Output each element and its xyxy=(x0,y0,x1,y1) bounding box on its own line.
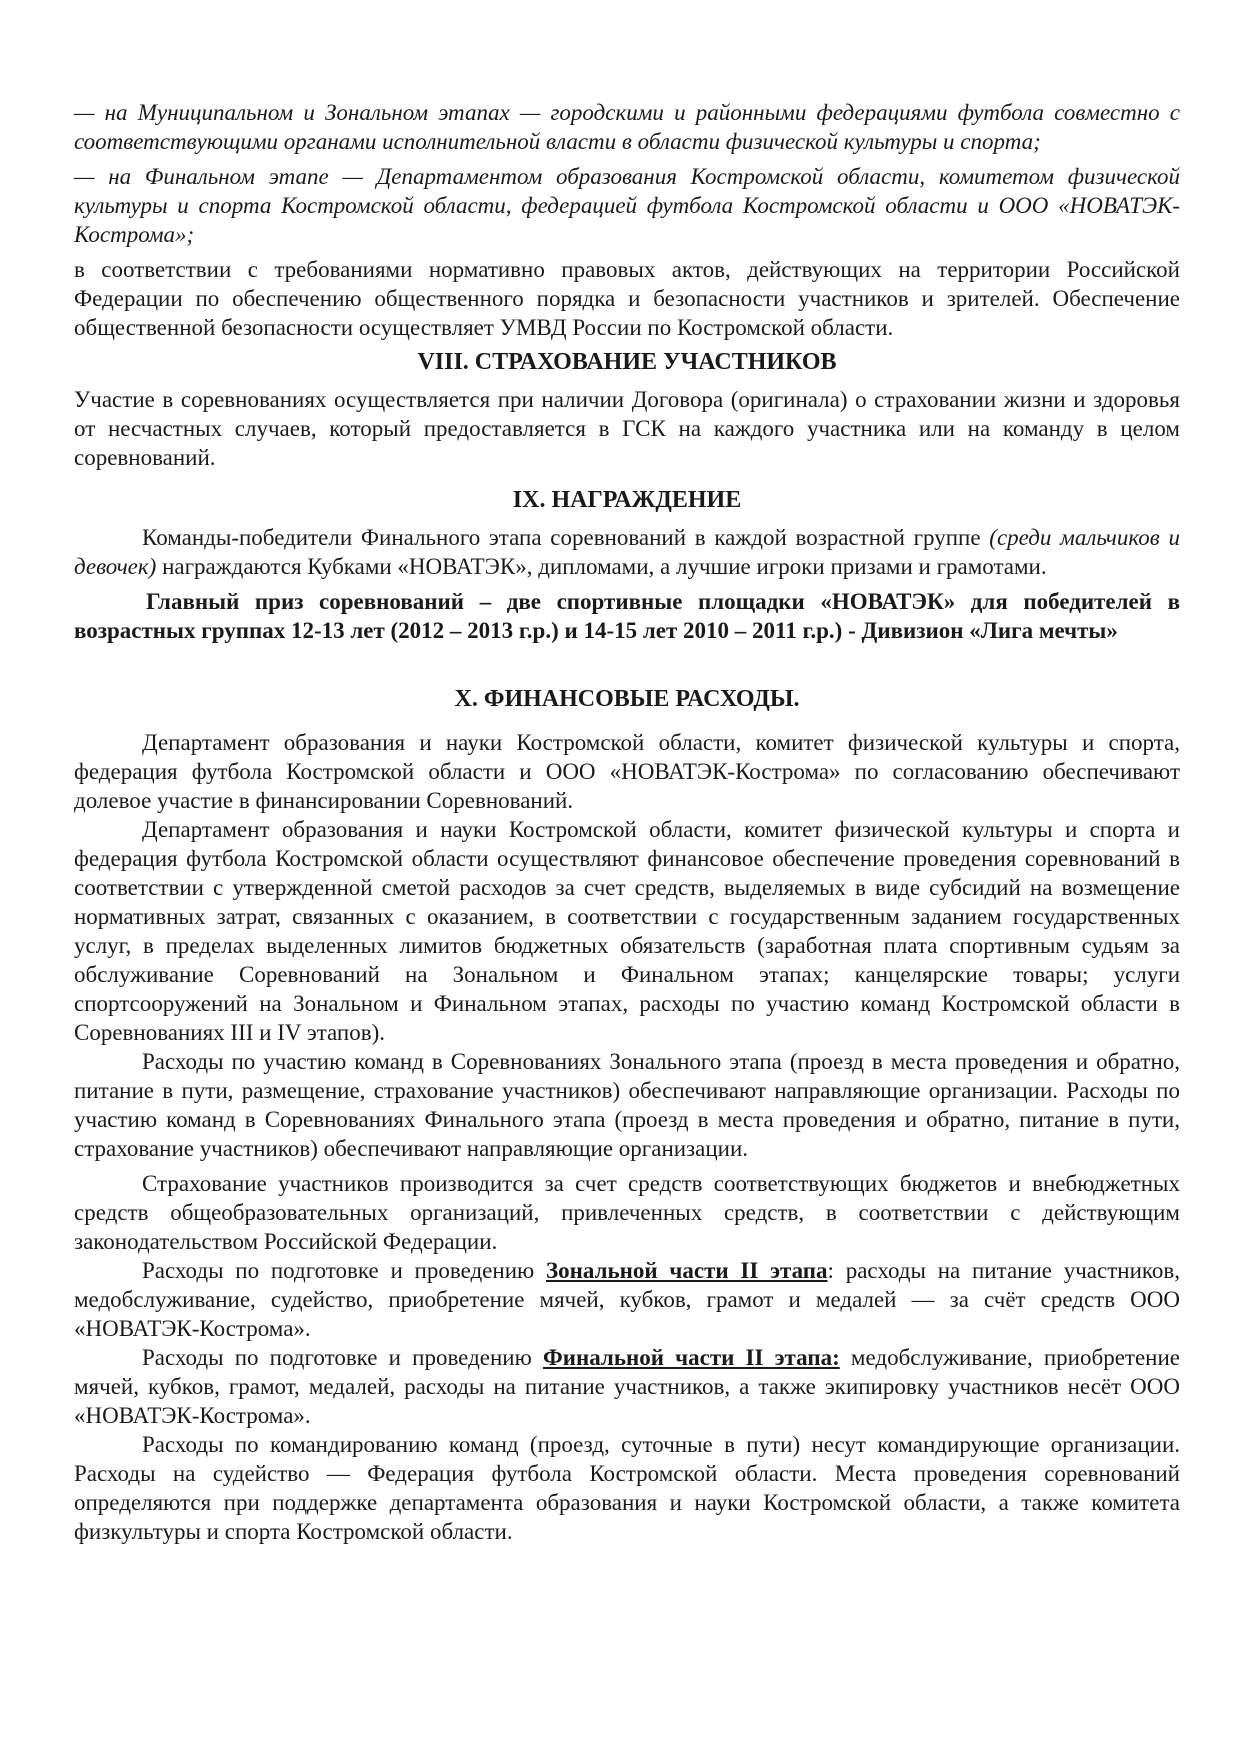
finance-paragraph-3: Расходы по участию команд в Соревнованиях Зонального этапа (проезд в места проведения и обратно, питание в пути, размещение, страхование участников) обеспечивают направляющие организации. Расходы по участию команд в Соревнованиях Финального этапа (проезд в места проведения и обратно, питание в пути, страхование участников) обеспечивают направляющие организации. xyxy=(74,1049,1180,1161)
document-body xyxy=(74,98,1180,1546)
finance-p5-text-c: : расходы на питание участников, медобслуживание, судейство, приобретение мячей, кубков, грамот и медалей — за счёт средств ООО «НОВАТЭК-Кострома». xyxy=(74,1258,1181,1341)
finance-p6-text-a: Расходы по подготовке и проведению xyxy=(142,1345,543,1370)
awards-text-groups: (среди мальчиков и девочек) xyxy=(74,525,1180,579)
finance-paragraph-7: Расходы по командированию команд (проезд, суточные в пути) несут командирующие организации. Расходы на судейство — Федерация футбола Костромской области. Места проведения соревнований определяются при поддержке департамента образования и науки Костромской области, а также комитета физкультуры и спорта Костромской области. xyxy=(74,1432,1180,1544)
section-title-finance: X. ФИНАНСОВЫЕ РАСХОДЫ. xyxy=(454,686,800,712)
intro-paragraph-compliance: в соответствии с требованиями нормативно правовых актов, действующих на территории Российской Федерации по обеспечению общественного порядка и безопасности участников и зрителей. Обеспечение общественной безопасности осуществляет УМВД России по Костромской области. xyxy=(74,257,1180,340)
finance-p5-text-a: Расходы по подготовке и проведению xyxy=(142,1258,546,1283)
main-prize-paragraph: Главный приз соревнований – две спортивные площадки «НОВАТЭК» для победителей в возрастных группах 12-13 лет (2012 – 2013 г.р.) и 14-15 лет 2010 – 2011 г.р.) - Дивизион «Лига мечты» xyxy=(74,589,1180,643)
zonal-part-label: Зональной части II этапа xyxy=(545,1258,828,1283)
insurance-paragraph: Участие в соревнованиях осуществляется при наличии Договора (оригинала) о страховании жизни и здоровья от несчастных случаев, который предоставляется в ГСК на каждого участника или на команду в целом соревнований. xyxy=(74,387,1180,470)
final-part-label: Финальной части II этапа: xyxy=(542,1345,840,1370)
awards-text-a: Команды-победители Финального этапа соревнований в каждой возрастной группе xyxy=(142,525,990,550)
intro-paragraph-final: — на Финальном этапе — Департаментом образования Костромской области, комитетом физической культуры и спорта Костромской области, федерацией футбола Костромской области и ООО «НОВАТЭК-Кострома»; xyxy=(74,164,1180,247)
section-title-awards: IX. НАГРАЖДЕНИЕ xyxy=(512,487,742,513)
finance-paragraph-5 xyxy=(74,1256,1180,1343)
awards-text-c: награждаются Кубками «НОВАТЭК», дипломами, а лучшие игроки призами и грамотами. xyxy=(156,554,1047,579)
awards-paragraph xyxy=(74,523,1180,581)
section-title-insurance: VIII. СТРАХОВАНИЕ УЧАСТНИКОВ xyxy=(417,349,837,375)
finance-p6-text-c: медобслуживание, приобретение мячей, кубков, грамот, медалей, расходы на питание участников, а также экипировку участников несёт ООО «НОВАТЭК-Кострома». xyxy=(74,1345,1180,1428)
finance-paragraph-2: Департамент образования и науки Костромской области, комитет физической культуры и спорта и федерация футбола Костромской области осуществляют финансовое обеспечение проведения соревнований в соответствии с утвержденной сметой расходов за счет средств, выделяемых в виде субсидий на возмещение нормативных затрат, связанных с оказанием, в соответствии с государственным заданием государственных услуг, в пределах выделенных лимитов бюджетных обязательств (заработная плата спортивным судьям за обслуживание Соревнований на Зональном и Финальном этапах; канцелярские товары; услуги спортсооружений на Зональном и Финальном этапах, расходы по участию команд Костромской области в Соревнованиях III и IV этапов). xyxy=(74,817,1180,1045)
finance-paragraph-6 xyxy=(74,1343,1180,1430)
intro-paragraph-municipal: — на Муниципальном и Зональном этапах — городскими и районными федерациями футбола совместно с соответствующими органами исполнительной власти в области физической культуры и спорта; xyxy=(74,100,1180,154)
finance-paragraph-1: Департамент образования и науки Костромской области, комитет физической культуры и спорта, федерация футбола Костромской области и ООО «НОВАТЭК-Кострома» по согласованию обеспечивают долевое участие в финансировании Соревнований. xyxy=(74,730,1180,813)
finance-paragraph-4: Страхование участников производится за счет средств соответствующих бюджетов и внебюджетных средств общеобразовательных организаций, привлеченных средств, в соответствии с действующим законодательством Российской Федерации. xyxy=(74,1171,1180,1254)
